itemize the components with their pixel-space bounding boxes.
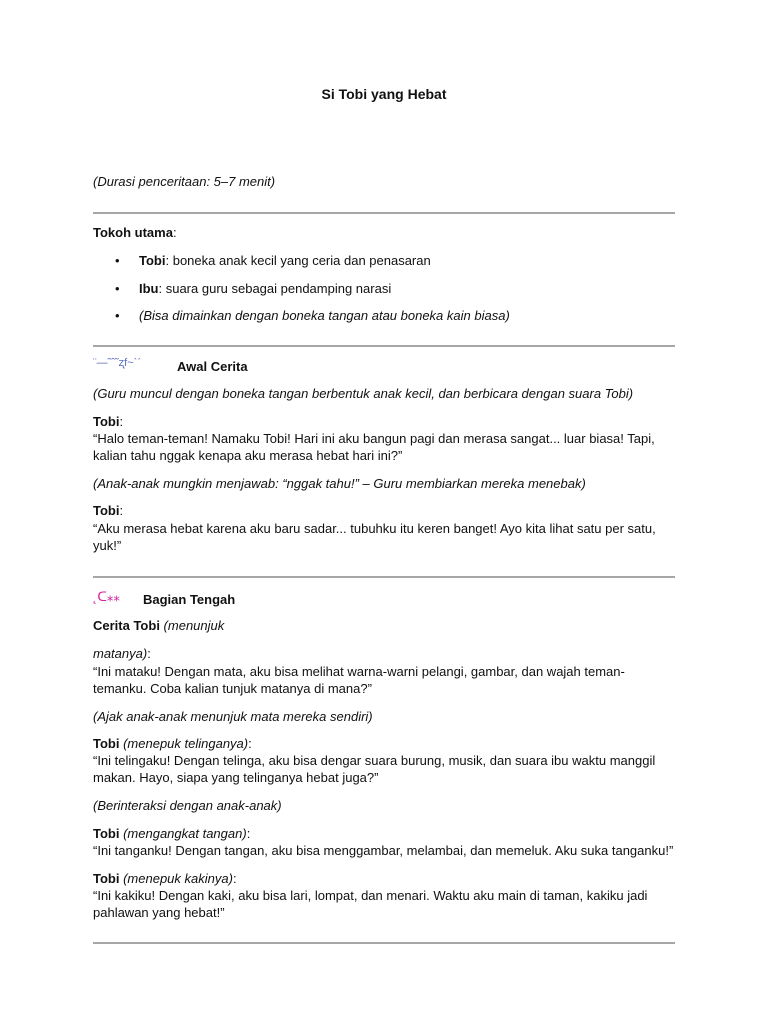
page-title: Si Tobi yang Hebat <box>321 86 447 102</box>
list-item: (Bisa dimainkan dengan boneka tangan atau boneka kain biasa) <box>139 308 510 323</box>
speaker-label: Tobi <box>93 826 120 841</box>
speaker-row <box>93 735 675 752</box>
dialogue-line: “Ini telingaku! Dengan telinga, aku bisa dengar suara burung, musik, dan suara ibu waktu manggil <box>93 753 656 768</box>
speaker-label: Cerita Tobi <box>93 618 160 633</box>
speaker-action: (mengangkat tangan) <box>119 826 247 841</box>
section-heading-tengah: Bagian Tengah <box>143 592 236 607</box>
divider <box>93 212 675 214</box>
decoration-glyphs: ˛ᑕ⁎⁎ <box>93 589 120 604</box>
divider <box>93 576 675 578</box>
divider <box>93 942 675 944</box>
bullet-icon: • <box>115 308 120 323</box>
divider <box>93 345 675 347</box>
speaker-colon: : <box>147 646 151 661</box>
dialogue-line: “Ini kakiku! Dengan kaki, aku bisa lari, lompat, dan menari. Waktu aku main di taman, kakiku jadi <box>93 888 648 903</box>
character-desc: : suara guru sebagai pendamping narasi <box>158 281 392 296</box>
stage-direction: (Anak-anak mungkin menjawab: “nggak tahu!” – Guru membiarkan mereka menebak) <box>93 476 586 491</box>
speaker-action: (menunjuk <box>159 618 225 633</box>
stage-direction: (Berinteraksi dengan anak-anak) <box>93 798 282 813</box>
speaker-row <box>93 645 675 662</box>
speaker-row <box>93 617 675 634</box>
dialogue-line: temanku. Coba kalian tunjuk matanya di mana?” <box>93 681 372 696</box>
dialogue-line: “Ini tanganku! Dengan tangan, aku bisa menggambar, melambai, dan memeluk. Aku suka tanganku!” <box>93 843 674 858</box>
character-desc: : boneka anak kecil yang ceria dan penasaran <box>165 253 431 268</box>
dialogue-line: kalian tahu nggak kenapa aku merasa hebat hari ini?” <box>93 448 403 463</box>
speaker-label: Tobi <box>93 736 120 751</box>
speaker-colon: : <box>248 736 252 751</box>
speaker-label: Tobi <box>93 414 120 429</box>
dialogue-line: “Halo teman-teman! Namaku Tobi! Hari ini aku bangun pagi dan merasa sangat... luar biasa! Tapi, <box>93 431 655 446</box>
decoration-glyphs: ¨—˜ˆ˜ʐf~ˋˊ <box>93 357 141 369</box>
dialogue-line: yuk!” <box>93 538 122 553</box>
characters-colon: : <box>172 225 177 240</box>
stage-direction: (Guru muncul dengan boneka tangan berbentuk anak kecil, dan berbicara dengan suara Tobi) <box>93 386 634 401</box>
speaker-row <box>93 502 675 519</box>
speaker-colon: : <box>232 871 237 886</box>
dialogue-line: pahlawan yang hebat!” <box>93 905 225 920</box>
speaker-action: matanya) <box>93 646 148 661</box>
list-item <box>139 252 431 269</box>
dialogue-line: makan. Hayo, siapa yang telinganya hebat juga?” <box>93 770 379 785</box>
list-item <box>139 280 391 297</box>
speaker-row <box>93 825 675 842</box>
stage-direction: (Ajak anak-anak menunjuk mata mereka sendiri) <box>93 709 373 724</box>
speaker-action: (menepuk telinganya) <box>119 736 249 751</box>
speaker-label: Tobi <box>93 871 120 886</box>
speaker-colon: : <box>119 503 124 518</box>
speaker-label: Tobi <box>93 503 120 518</box>
bullet-icon: • <box>115 253 120 268</box>
speaker-colon: : <box>119 414 124 429</box>
characters-heading-row <box>93 224 675 241</box>
character-name: Tobi <box>139 253 166 268</box>
duration-note: (Durasi penceritaan: 5–7 menit) <box>93 174 276 189</box>
character-name: Ibu <box>139 281 159 296</box>
section-heading-awal: Awal Cerita <box>177 359 248 374</box>
dialogue-line: “Ini mataku! Dengan mata, aku bisa melihat warna-warni pelangi, gambar, dan wajah teman- <box>93 664 625 679</box>
characters-heading: Tokoh utama <box>93 225 173 240</box>
speaker-row <box>93 870 675 887</box>
dialogue-line: “Aku merasa hebat karena aku baru sadar... tubuhku itu keren banget! Ayo kita lihat satu per satu, <box>93 521 656 536</box>
speaker-action: (menepuk kakinya) <box>119 871 233 886</box>
speaker-colon: : <box>246 826 251 841</box>
bullet-icon: • <box>115 281 120 296</box>
speaker-row <box>93 413 675 430</box>
